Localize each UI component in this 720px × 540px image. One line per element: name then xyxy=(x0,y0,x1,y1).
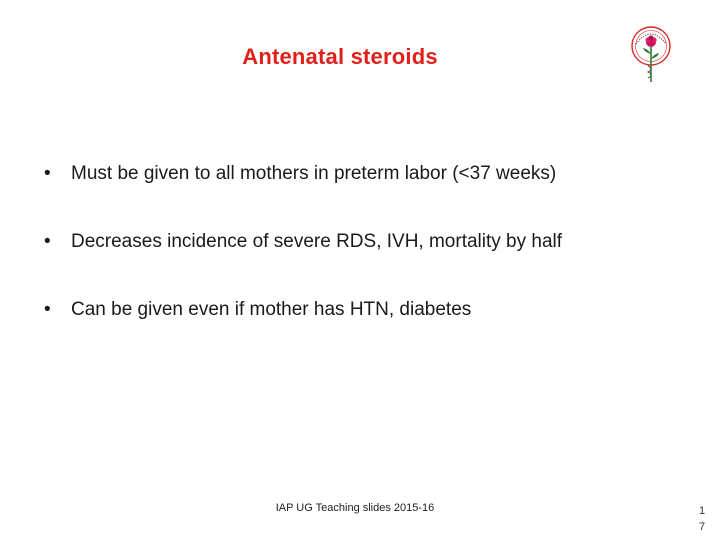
page-number-line1: 1 xyxy=(698,505,706,517)
bullet-marker: • xyxy=(44,163,51,184)
bullet-marker: • xyxy=(44,231,51,252)
bullet-text: Can be given even if mother has HTN, diabetes xyxy=(71,299,472,320)
iap-emblem-icon xyxy=(626,24,676,86)
slide-footer: IAP UG Teaching slides 2015-16 xyxy=(275,502,435,514)
bullet-item xyxy=(44,160,694,228)
bullet-item xyxy=(44,228,694,296)
page-number xyxy=(690,503,714,535)
bullet-list xyxy=(44,160,694,364)
slide-title: Antenatal steroids xyxy=(242,44,438,69)
page-number-line2: 7 xyxy=(698,521,706,533)
bullet-text: Decreases incidence of severe RDS, IVH, mortality by half xyxy=(71,231,563,252)
bullet-marker: • xyxy=(44,299,51,320)
bullet-item xyxy=(44,296,694,364)
bullet-text: Must be given to all mothers in preterm labor (<37 weeks) xyxy=(71,163,557,184)
